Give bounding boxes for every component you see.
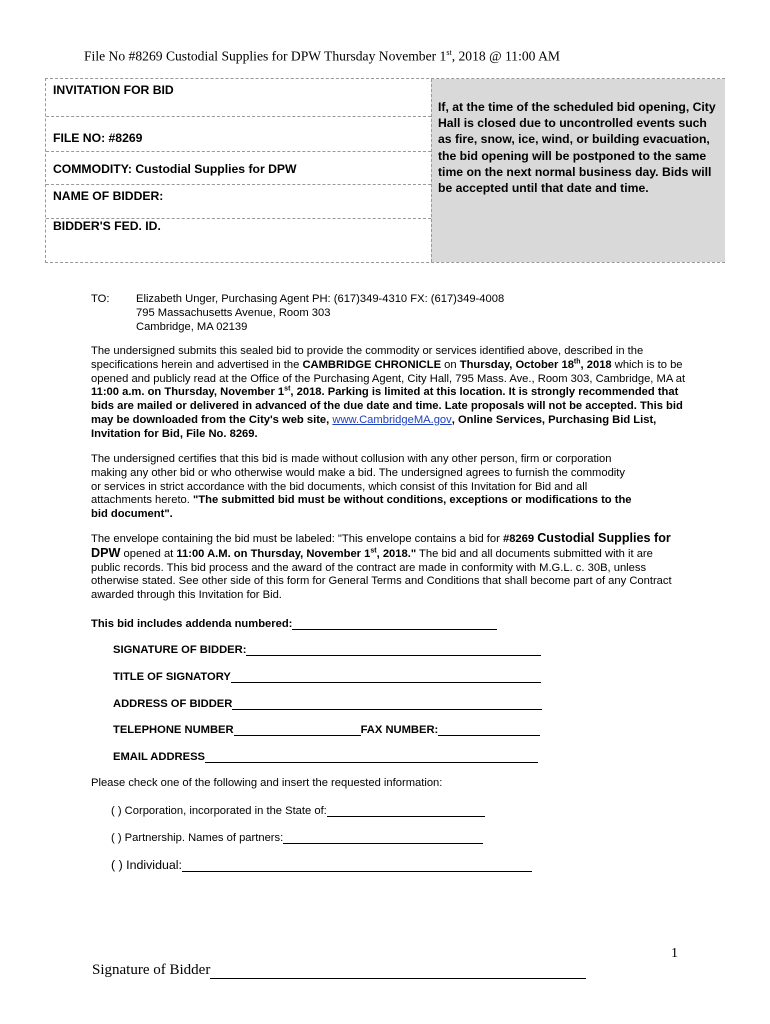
email-address-field[interactable]: EMAIL ADDRESS [113,750,538,763]
recipient-address: Elizabeth Unger, Purchasing Agent PH: (617)349-4310 FX: (617)349-4008 795 Massachusetts Avenue, Room 303 Cambridge, MA 02139 [136,293,505,333]
fed-id-row[interactable]: BIDDER'S FED. ID. [53,219,161,233]
footer-signature-field[interactable]: Signature of Bidder [92,962,586,979]
option-individual[interactable]: ( ) Individual: [111,858,532,872]
commodity-row: COMMODITY: Custodial Supplies for DPW [46,152,431,185]
option-corporation[interactable]: ( ) Corporation, incorporated in the State of: [111,804,485,817]
bid-info-box [45,78,725,263]
certification-paragraph: The undersigned certifies that this bid is made without collusion with any other person, firm or corporation making any other bid or who otherwise would make a bid. The undersigned agrees to furnish the commodity or services in strict accordance with the bid documents, which consist of this Invitation for Bid and all attachments hereto. "The submitted bid must be without conditions, exceptions or modifications to the bid document". [91,453,632,521]
check-instruction: Please check one of the following and insert the requested information: [91,777,443,789]
submission-paragraph: The undersigned submits this sealed bid to provide the commodity or services identified above, described in the specifications herein and advertised in the CAMBRIDGE CHRONICLE on Thursday, October 18th, 2018 which is to be opened and publicly read at the Office of the Purchasing Agent, City Hall, 795 Mass. Ave., Room 303, Cambridge, MA at 11:00 a.m. on Thursday, November 1st, 2018. Parking is limited at this location. It is strongly recommended that bids are mailed or delivered in advanced of the due date and time. Late proposals will not be accepted. This bid may be downloaded from the City's web site, www.CambridgeMA.gov, Online Services, Purchasing Bid List, Invitation for Bid, File No. 8269. [91,345,686,440]
to-label: TO: [91,293,110,305]
closure-notice-text: If, at the time of the scheduled bid opening, City Hall is closed due to uncontrolled events such as fire, snow, ice, wind, or building evacuation, the bid opening will be postponed to the same time on the next normal business day. Bids will be accepted until that date and time. [438,100,716,196]
file-no-row: FILE NO: #8269 [46,116,431,152]
closure-notice-panel [431,79,725,262]
signature-of-bidder-field[interactable]: SIGNATURE OF BIDDER: [113,643,541,656]
page-number: 1 [671,946,678,961]
invitation-row: INVITATION FOR BID [53,83,174,97]
name-of-bidder-row[interactable]: NAME OF BIDDER: [46,185,431,219]
city-website-link[interactable]: www.CambridgeMA.gov [332,413,452,426]
title-of-signatory-field[interactable]: TITLE OF SIGNATORY [113,670,541,683]
address-of-bidder-field[interactable]: ADDRESS OF BIDDER [113,697,542,710]
addenda-field[interactable]: This bid includes addenda numbered: [91,617,497,630]
telephone-fax-field[interactable]: TELEPHONE NUMBER FAX NUMBER: [113,723,540,736]
option-partnership[interactable]: ( ) Partnership. Names of partners: [111,831,483,844]
document-header: File No #8269 Custodial Supplies for DPW Thursday November 1st, 2018 @ 11:00 AM [84,48,561,64]
envelope-paragraph: The envelope containing the bid must be labeled: "This envelope contains a bid for #8269 Custodial Supplies for DPW opened at 11:00 A.M. on Thursday, November 1st, 2018." The bid and all documents submitted with it are public records. This bid process and the award of the contract are made in conformity with M.G.L. c. 30B, unless otherwise stated. See other side of this form for General Terms and Conditions that shall become part of any Contract awarded through this Invitation for Bid. [91,531,672,602]
